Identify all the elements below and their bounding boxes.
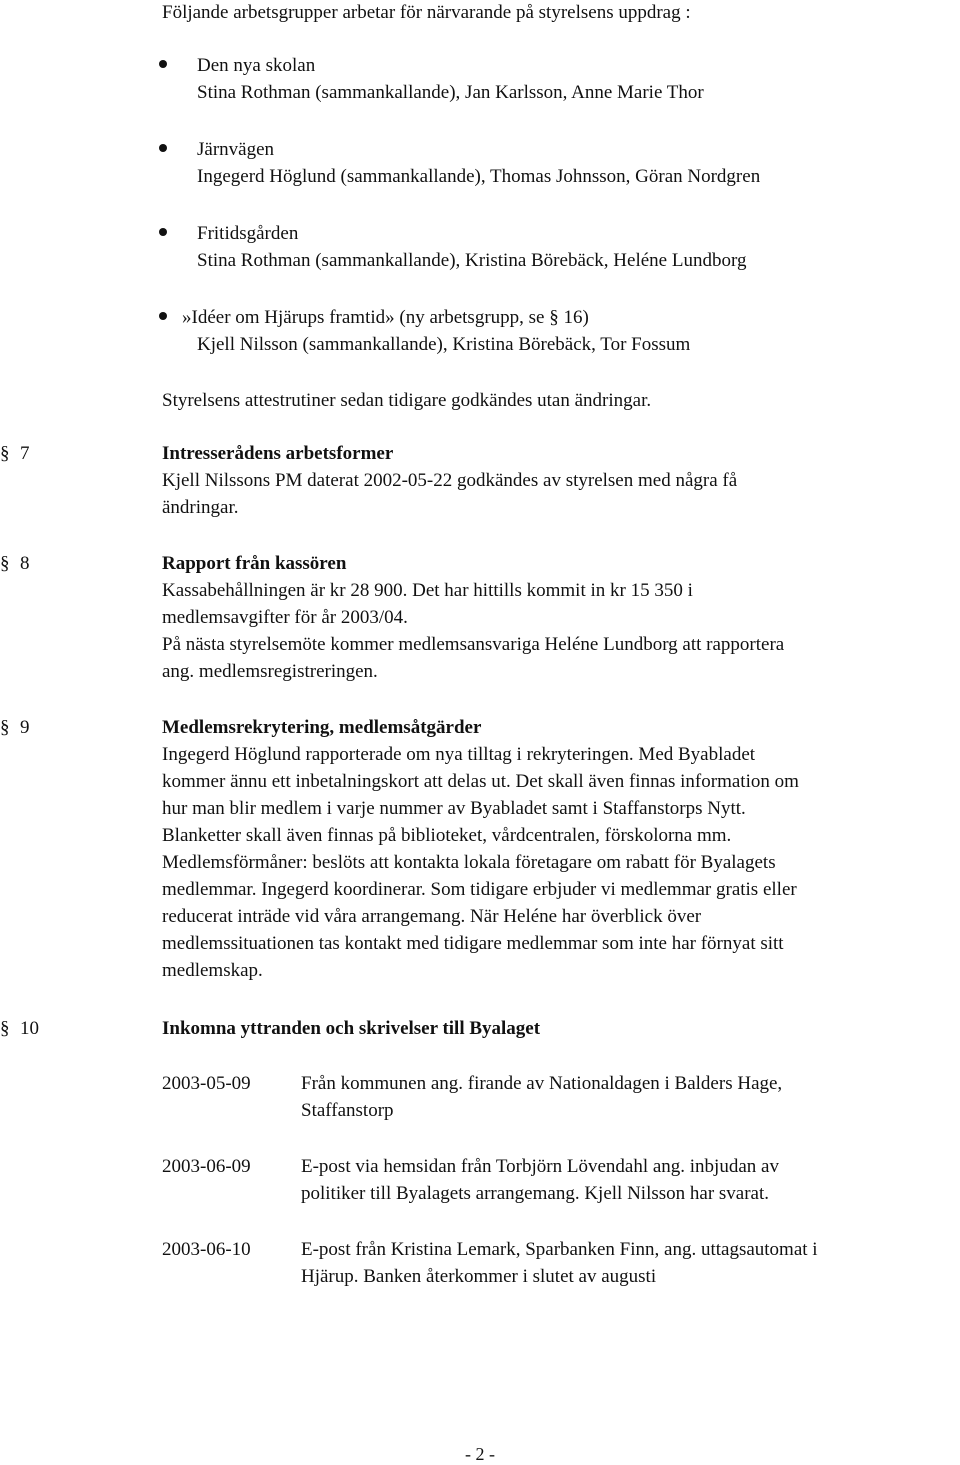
section-heading: Rapport från kassören: [162, 553, 347, 574]
section-symbol: §: [0, 443, 10, 464]
entry-text: Staffanstorp: [301, 1100, 394, 1121]
group-members: Stina Rothman (sammankallande), Kristina Börebäck, Heléne Lundborg: [197, 250, 747, 271]
intro-text: Följande arbetsgrupper arbetar för närvarande på styrelsens uppdrag :: [162, 2, 691, 23]
section-number: 9: [20, 717, 30, 738]
section-text: Blanketter skall även finnas på biblioteket, vårdcentralen, förskolorna mm.: [162, 825, 732, 846]
section-text: ang. medlemsregistreringen.: [162, 661, 378, 682]
section-text: medlemskap.: [162, 960, 263, 981]
section-number: 7: [20, 443, 30, 464]
group-title: Den nya skolan: [197, 55, 316, 76]
entry-date: 2003-06-09: [162, 1156, 251, 1177]
entry-date: 2003-06-10: [162, 1239, 251, 1260]
bullet-icon: [159, 312, 167, 320]
bullet-icon: [159, 60, 167, 68]
attest-note: Styrelsens attestrutiner sedan tidigare godkändes utan ändringar.: [162, 390, 652, 411]
entry-text: E-post från Kristina Lemark, Sparbanken Finn, ang. uttagsautomat i: [301, 1239, 818, 1260]
section-text: Medlemsförmåner: beslöts att kontakta lokala företagare om rabatt för Byalagets: [162, 852, 776, 873]
section-text: Ingegerd Höglund rapporterade om nya tilltag i rekryteringen. Med Byabladet: [162, 744, 756, 765]
section-symbol: §: [0, 553, 10, 574]
section-text: På nästa styrelsemöte kommer medlemsansvariga Heléne Lundborg att rapportera: [162, 634, 785, 655]
section-symbol: §: [0, 717, 10, 738]
section-heading: Intresserådens arbetsformer: [162, 443, 394, 464]
entry-text: Hjärup. Banken återkommer i slutet av augusti: [301, 1266, 657, 1287]
bullet-icon: [159, 144, 167, 152]
entry-text: Från kommunen ang. firande av Nationaldagen i Balders Hage,: [301, 1073, 783, 1094]
section-number: 8: [20, 553, 30, 574]
entry-date: 2003-05-09: [162, 1073, 251, 1094]
group-title: »Idéer om Hjärups framtid» (ny arbetsgrupp, se § 16): [182, 307, 589, 328]
section-text: kommer ännu ett inbetalningskort att delas ut. Det skall även finnas information om: [162, 771, 799, 792]
section-heading: Inkomna yttranden och skrivelser till Byalaget: [162, 1018, 541, 1039]
group-title: Fritidsgården: [197, 223, 299, 244]
section-text: medlemsavgifter för år 2003/04.: [162, 607, 408, 628]
entry-text: E-post via hemsidan från Torbjörn Lövendahl ang. inbjudan av: [301, 1156, 779, 1177]
group-members: Stina Rothman (sammankallande), Jan Karlsson, Anne Marie Thor: [197, 82, 704, 103]
entry-text: politiker till Byalagets arrangemang. Kjell Nilsson har svarat.: [301, 1183, 770, 1204]
section-text: reducerat inträde vid våra arrangemang. När Heléne har överblick över: [162, 906, 702, 927]
section-text: hur man blir medlem i varje nummer av Byabladet samt i Staffanstorps Nytt.: [162, 798, 746, 819]
section-text: medlemssituationen tas kontakt med tidigare medlemmar som inte har förnyat sitt: [162, 933, 784, 954]
group-members: Ingegerd Höglund (sammankallande), Thomas Johnsson, Göran Nordgren: [197, 166, 761, 187]
section-text: medlemmar. Ingegerd koordinerar. Som tidigare erbjuder vi medlemmar gratis eller: [162, 879, 797, 900]
section-text: Kjell Nilssons PM daterat 2002-05-22 godkändes av styrelsen med några få: [162, 470, 738, 491]
bullet-icon: [159, 228, 167, 236]
section-symbol: §: [0, 1018, 10, 1039]
section-number: 10: [20, 1018, 39, 1039]
page-number: - 2 -: [465, 1444, 495, 1464]
group-title: Järnvägen: [197, 139, 275, 160]
section-heading: Medlemsrekrytering, medlemsåtgärder: [162, 717, 482, 738]
section-text: ändringar.: [162, 497, 239, 518]
section-text: Kassabehållningen är kr 28 900. Det har hittills kommit in kr 15 350 i: [162, 580, 693, 601]
group-members: Kjell Nilsson (sammankallande), Kristina Börebäck, Tor Fossum: [197, 334, 691, 355]
